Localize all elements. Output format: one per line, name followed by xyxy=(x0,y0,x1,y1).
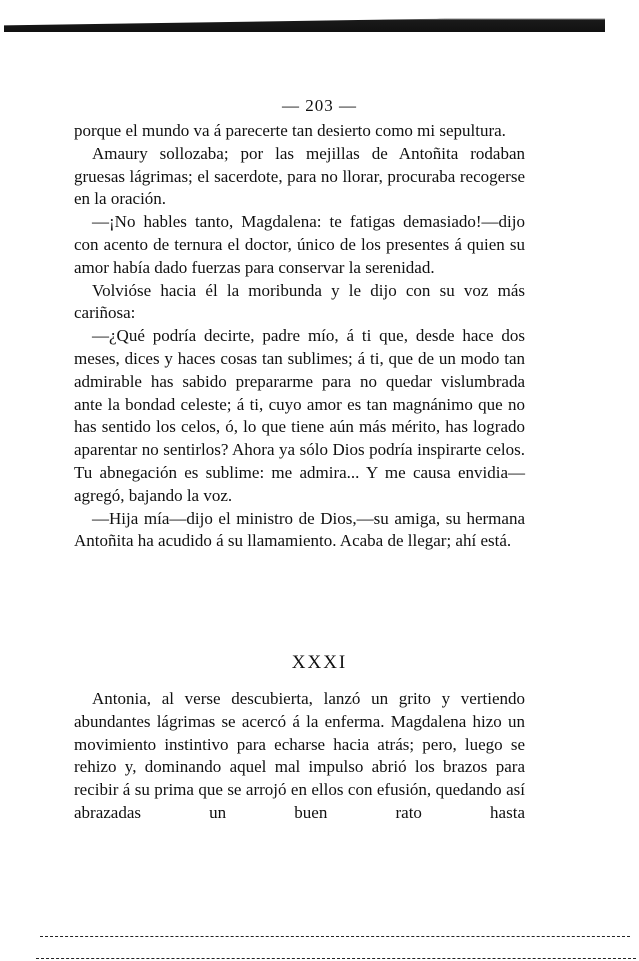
paragraph: Volvióse hacia él la moribunda y le dijo con su voz más cariñosa: xyxy=(74,280,525,323)
paragraph: porque el mundo va á parecerte tan desierto como mi sepultura. xyxy=(74,121,506,140)
top-border-rule xyxy=(4,10,605,32)
bottom-dashed-line xyxy=(36,958,636,959)
page-number: — 203 — xyxy=(282,96,357,115)
paragraph: —¿Qué podría decirte, padre mío, á ti que, desde hace dos meses, dices y haces cosas tan sublimes; á ti, que de un modo tan admirable has sabido prepararme para no quedar vislumbrada ante la bondad celeste; á ti, cuyo amor es tan magnánimo que no has sentido los celos, ó, lo que tiene aún más mérito, has logrado aparentar no sentirlos? Ahora ya sólo Dios podría inspirarte celos. Tu abnegación es sublime: me admira... Y me causa envidia—agregó, bajando la voz. xyxy=(74,326,525,505)
bottom-dashed-line xyxy=(40,936,630,937)
text-block-upper xyxy=(74,120,525,553)
paragraph: —¡No hables tanto, Magdalena: te fatigas demasiado!—dijo con acento de ternura el doctor, único de los presentes á quien su amor había dado fuerzas para conservar la serenidad. xyxy=(74,212,525,277)
paragraph: —Hija mía—dijo el ministro de Dios,—su amiga, su hermana Antoñita ha acudido á su llamamiento. Acaba de llegar; ahí está. xyxy=(74,508,525,551)
chapter-heading: XXXI xyxy=(291,652,348,673)
paragraph: Antonia, al verse descubierta, lanzó un grito y vertiendo abundantes lágrimas se acercó á la enferma. Magdalena hizo un movimiento instintivo para echarse hacia atrás; pero, luego se rehizo y, dominando aquel mal impulso abrió los brazos para recibir á su prima que se arrojó en ellos con efusión, quedando así abrazadas un buen rato hasta xyxy=(74,689,525,822)
paragraph: Amaury sollozaba; por las mejillas de Antoñita rodaban gruesas lágrimas; el sacerdote, para no llorar, procuraba recogerse en la oración. xyxy=(74,143,525,209)
text-block-lower xyxy=(74,688,525,825)
